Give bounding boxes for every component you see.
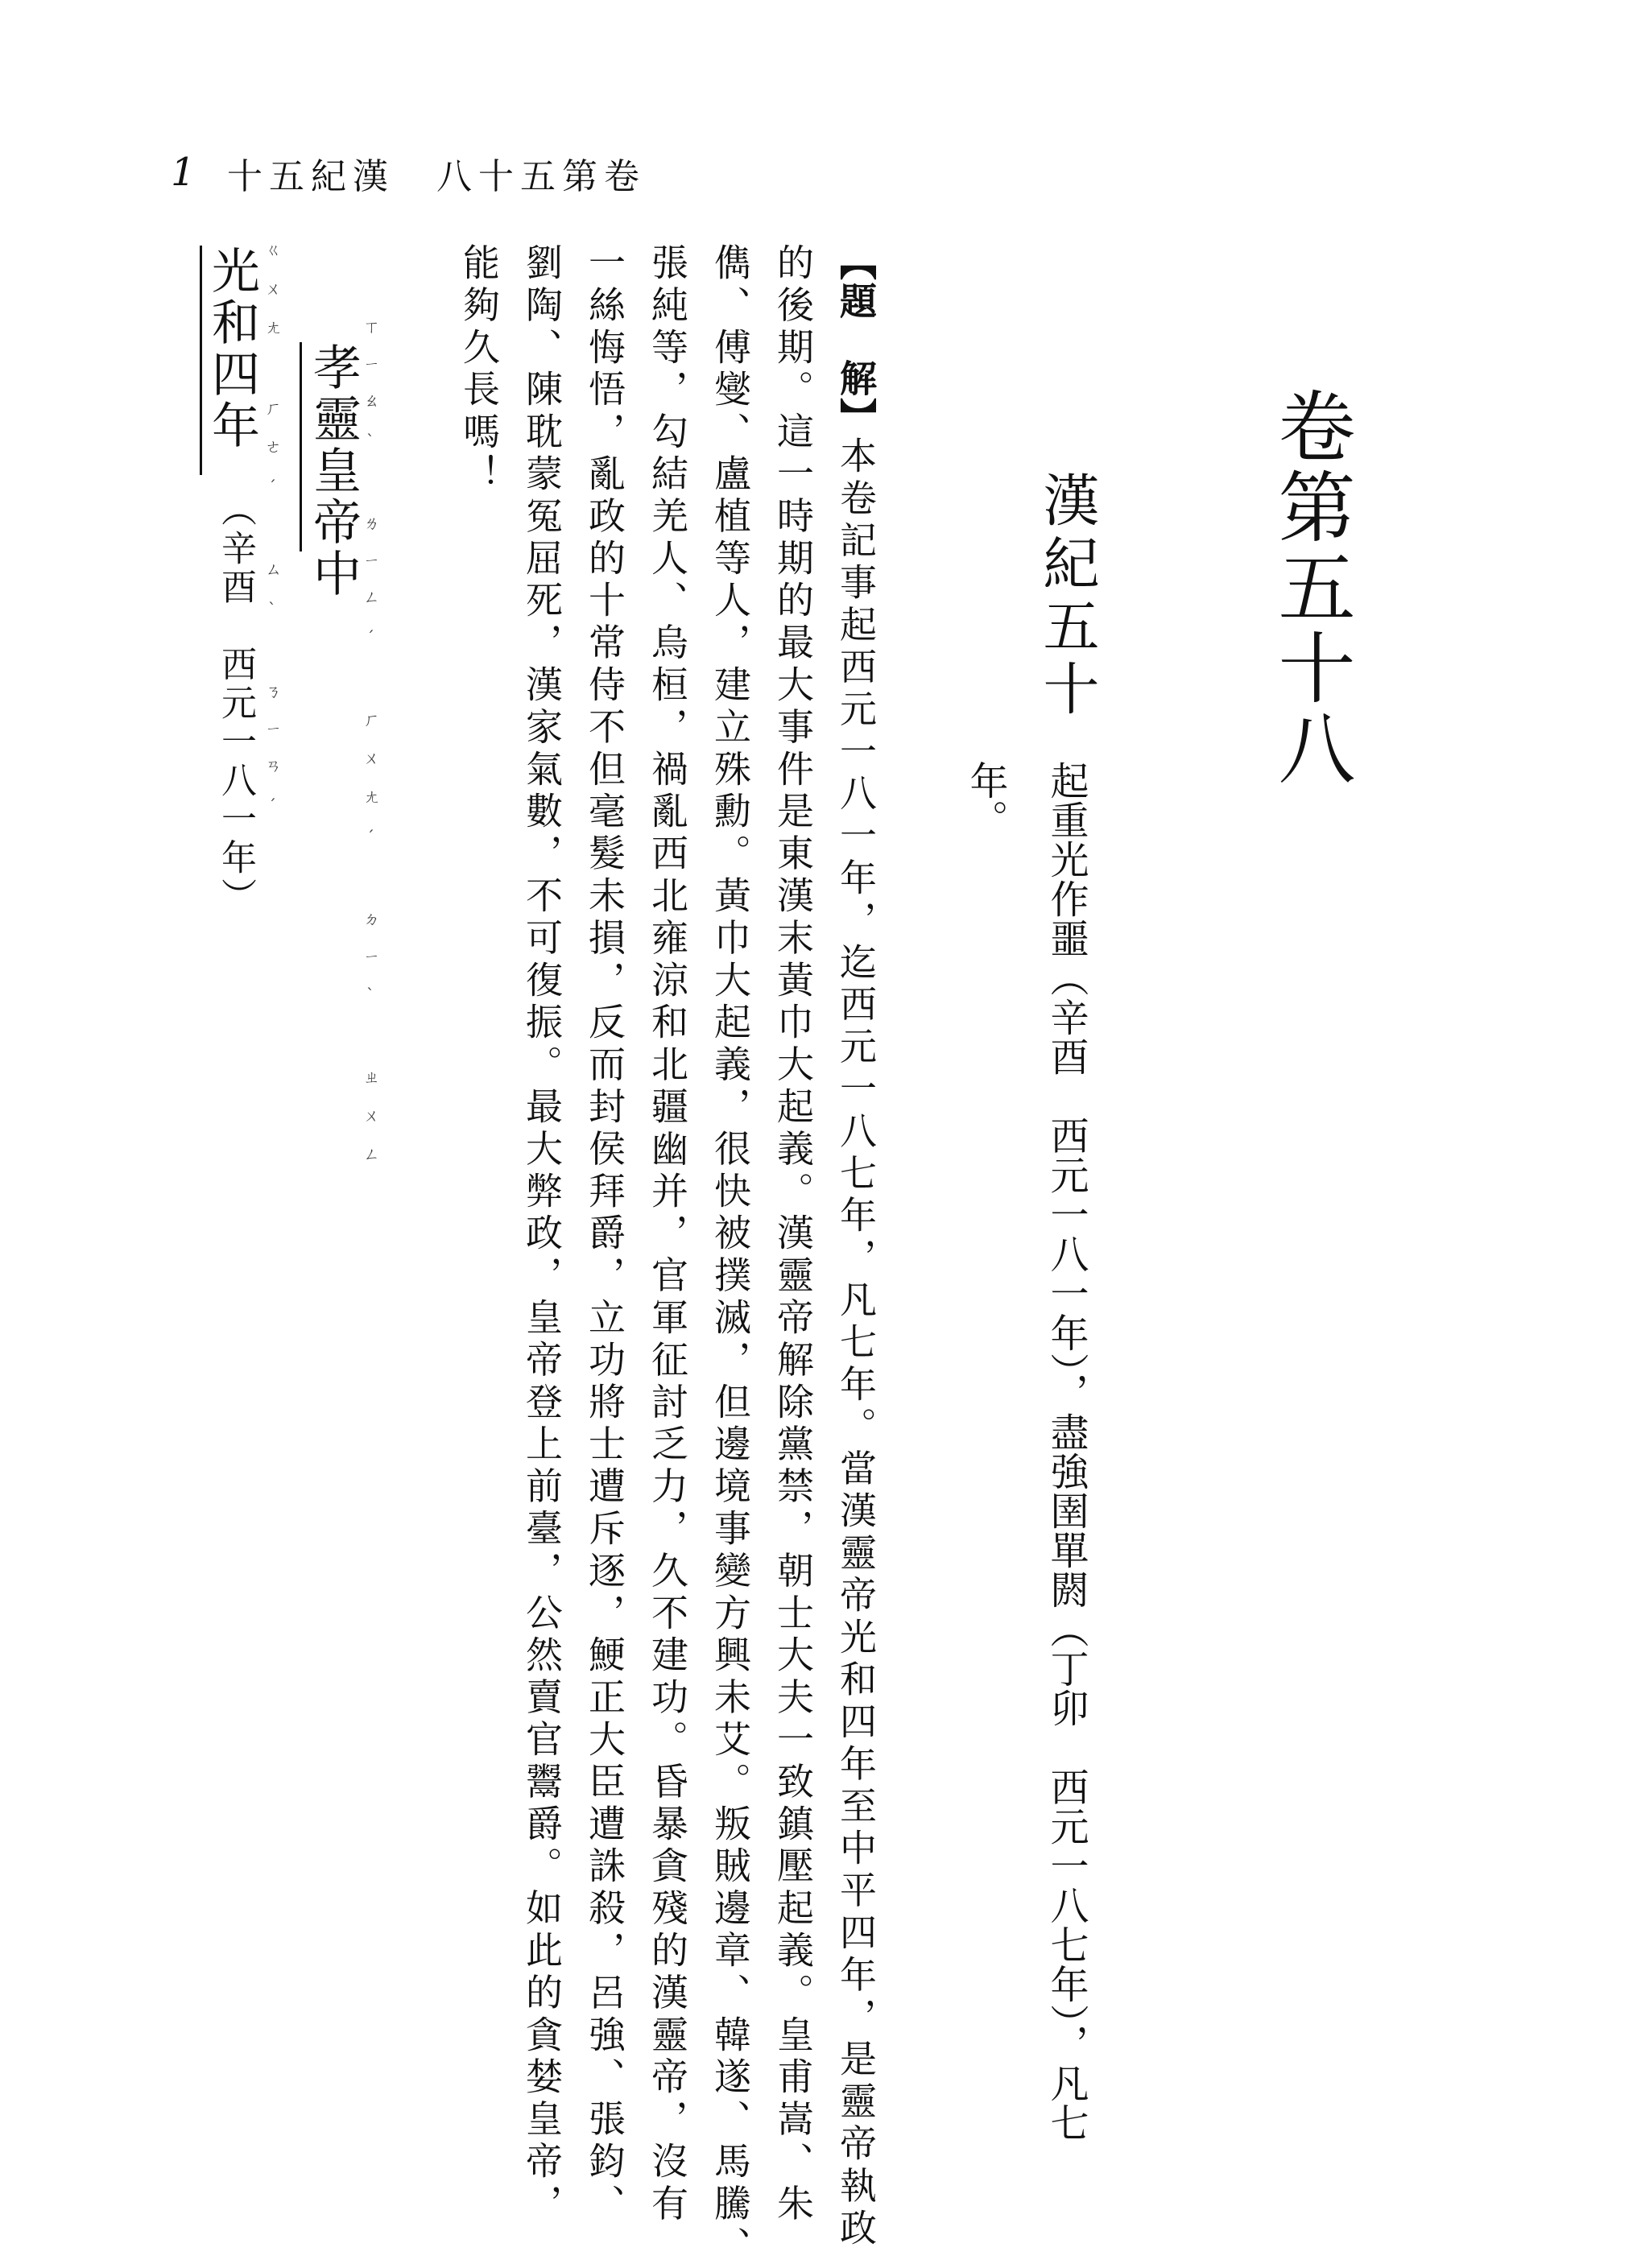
volume-title: 卷第五十八: [1266, 386, 1356, 789]
chronicle-subtitle: 漢紀五十: [1034, 471, 1100, 722]
emperor-ruby: ㄒㄧㄠˋ ㄌㄧㄥˊ ㄏㄨㄤˊ ㄉㄧˋ ㄓㄨㄥ: [361, 318, 380, 1184]
year-ruby: ㄍㄨㄤ ㄏㄜˊ ㄙˋ ㄋㄧㄢˊ: [262, 242, 282, 837]
introduction-column-6: 劉陶、陳耽蒙冤屈死，漢家氣數，不可復振。最大弊政，皇帝登上前臺，公然賣官鬻爵。如此的貪婪皇帝，: [520, 243, 564, 2226]
year-note: （辛酉 西元一八一年）: [215, 491, 256, 916]
introduction-text: 本卷記事起西元一八一年，迄西元一八七年，凡七年。當漢靈帝光和四年至中平四年，是靈帝執政: [834, 436, 878, 2251]
scope-line-1: 起重光作噩（辛酉 西元一八一年），盡強圉單閼（丁卯 西元一八七年），凡七: [1044, 761, 1089, 2142]
introduction-column-2: 的後期。這一時期的最大事件是東漢末黃巾大起義。漢靈帝解除黨禁，朝士大夫一致鎮壓起義。皇甫嵩、朱: [771, 243, 815, 2226]
scope-line-2: 年。: [963, 761, 1008, 838]
running-header: 十五紀漢 八十五第卷: [227, 156, 646, 197]
emperor-name: 孝靈皇帝中: [305, 342, 362, 600]
emperor-rule: [300, 342, 302, 552]
introduction-column-1: [834, 243, 878, 2251]
introduction-column-5: 一絲悔悟，亂政的十常侍不但毫髮未損，反而封侯拜爵，立功將士遭斥逐，鯁正大臣遭誅殺，呂強、張鈞、: [583, 243, 626, 2226]
page-number: 1: [171, 150, 196, 195]
introduction-column-7: 能夠久長嗎！: [457, 243, 501, 497]
introduction-column-4: 張純等，勾結羌人、烏桓，禍亂西北雍涼和北疆幽并，官軍征討乏力，久不建功。昏暴貪殘的漢靈帝，沒有: [646, 243, 689, 2226]
introduction-column-3: 儁、傅燮、盧植等人，建立殊勳。黃巾大起義，很快被撲滅，但邊境事變方興未艾。叛賊邊章、韓遂、馬騰、: [709, 243, 752, 2268]
introduction-label: 【題 解】: [834, 243, 878, 436]
year-rule: [200, 246, 202, 475]
reign-year: 光和四年: [204, 246, 260, 452]
